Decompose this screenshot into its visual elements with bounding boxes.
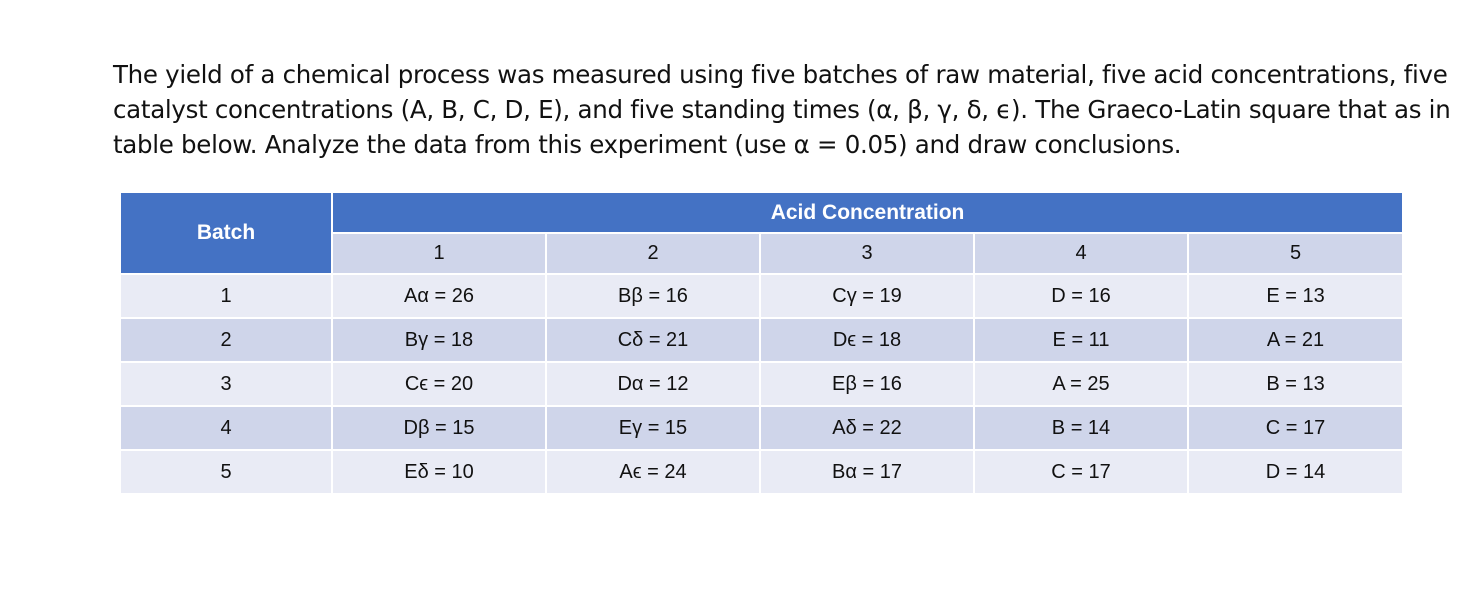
table-cell: Aα = 26 (332, 274, 546, 318)
table-cell: C = 17 (1188, 406, 1403, 450)
table-cell: Dα = 12 (546, 362, 760, 406)
table-cell: Aϵ = 24 (546, 450, 760, 494)
table-cell: Cδ = 21 (546, 318, 760, 362)
table-cell: Aδ = 22 (760, 406, 974, 450)
table-row (120, 450, 1403, 494)
table-cell: D = 14 (1188, 450, 1403, 494)
batch-cell: 3 (120, 362, 332, 406)
table-cell: C = 17 (974, 450, 1188, 494)
table-cell: Cγ = 19 (760, 274, 974, 318)
table-cell: E = 13 (1188, 274, 1403, 318)
table-cell: A = 21 (1188, 318, 1403, 362)
table-row (120, 318, 1403, 362)
batch-cell: 5 (120, 450, 332, 494)
table-cell: A = 25 (974, 362, 1188, 406)
table-cell: Dϵ = 18 (760, 318, 974, 362)
batch-cell: 2 (120, 318, 332, 362)
problem-line: table below. Analyze the data from this experiment (use α = 0.05) and draw conclusions. (113, 130, 1182, 159)
table-cell: Bγ = 18 (332, 318, 546, 362)
table-cell: Eδ = 10 (332, 450, 546, 494)
batch-header: Batch (120, 192, 332, 274)
problem-line: catalyst concentrations (A, B, C, D, E), and five standing times (α, β, γ, δ, ϵ). The Graeco-Latin square that as in (113, 95, 1451, 124)
column-header-2: 2 (546, 233, 760, 274)
graeco-latin-table (119, 191, 1404, 495)
table-cell: Eβ = 16 (760, 362, 974, 406)
column-header-5: 5 (1188, 233, 1403, 274)
acid-concentration-header: Acid Concentration (332, 192, 1403, 233)
problem-statement (113, 57, 1451, 162)
table-cell: Dβ = 15 (332, 406, 546, 450)
table-cell: D = 16 (974, 274, 1188, 318)
batch-cell: 1 (120, 274, 332, 318)
table-row (120, 362, 1403, 406)
batch-cell: 4 (120, 406, 332, 450)
column-header-3: 3 (760, 233, 974, 274)
table-row (120, 274, 1403, 318)
table-cell: Bα = 17 (760, 450, 974, 494)
table-cell: B = 14 (974, 406, 1188, 450)
table-cell: Cϵ = 20 (332, 362, 546, 406)
problem-line: The yield of a chemical process was measured using five batches of raw material, five acid concentrations, five (113, 60, 1448, 89)
table-cell: B = 13 (1188, 362, 1403, 406)
table-cell: Bβ = 16 (546, 274, 760, 318)
column-header-4: 4 (974, 233, 1188, 274)
column-header-1: 1 (332, 233, 546, 274)
table-cell: E = 11 (974, 318, 1188, 362)
table-cell: Eγ = 15 (546, 406, 760, 450)
table-row (120, 406, 1403, 450)
